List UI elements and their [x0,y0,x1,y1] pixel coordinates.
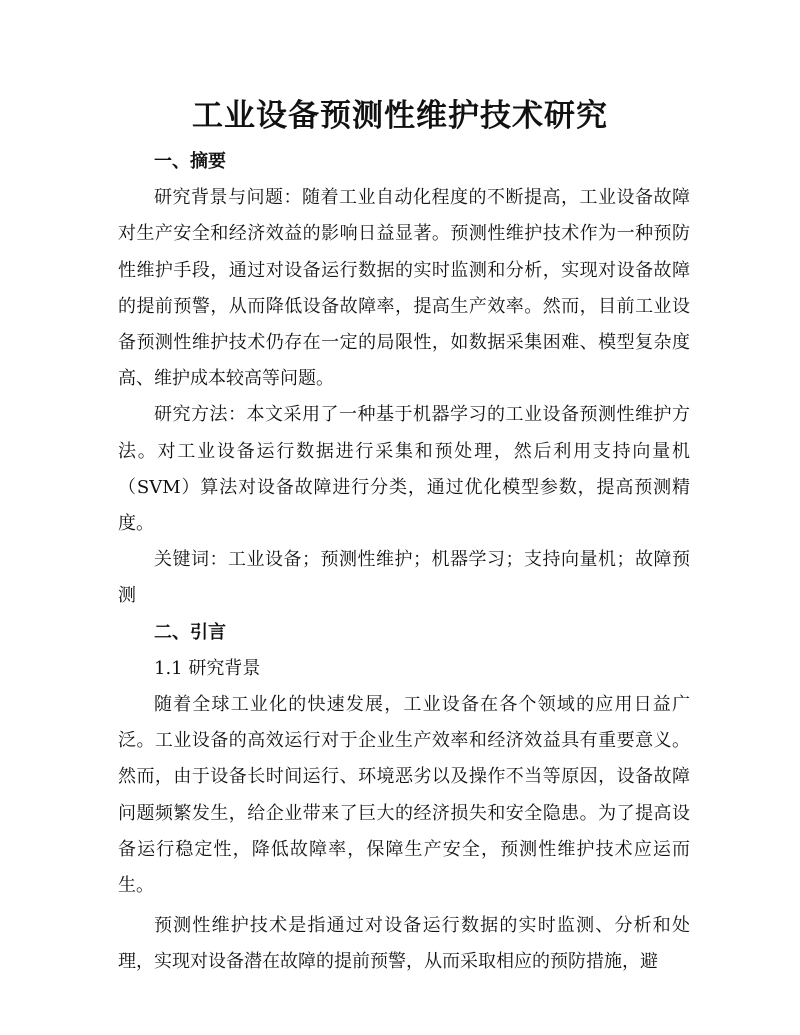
introduction-paragraph-2: 预测性维护技术是指通过对设备运行数据的实时监测、分析和处理，实现对设备潜在故障的提前预警，从而采取相应的预防措施，避 [118,915,690,973]
abstract-background-paragraph: 研究背景与问题：随着工业自动化程度的不断提高，工业设备故障对生产安全和经济效益的影响日益显著。预测性维护技术作为一种预防性维护手段，通过对设备运行数据的实时监测和分析，实现对设备故障的提前预警，从而降低设备故障率，提高生产效率。然而，目前工业设备预测性维护技术仍存在一定的局限性，如数据采集困难、模型复杂度高、维护成本较高等问题。 [118,187,690,390]
document-title: 工业设备预测性维护技术研究 [192,98,608,134]
keywords-paragraph: 关键词：工业设备；预测性维护；机器学习；支持向量机；故障预测 [118,549,690,607]
section-heading-abstract: 一、摘要 [154,151,226,172]
section-heading-introduction: 二、引言 [154,621,226,643]
introduction-paragraph-1: 随着全球工业化的快速发展，工业设备在各个领域的应用日益广泛。工业设备的高效运行对于企业生产效率和经济效益具有重要意义。然而，由于设备长时间运行、环境恶劣以及操作不当等原因，设备故障问题频繁发生，给企业带来了巨大的经济损失和安全隐患。为了提高设备运行稳定性，降低故障率，保障生产安全，预测性维护技术应运而生。 [118,694,690,897]
abstract-method-paragraph: 研究方法：本文采用了一种基于机器学习的工业设备预测性维护方法。对工业设备运行数据进行采集和预处理，然后利用支持向量机（SVM）算法对设备故障进行分类，通过优化模型参数，提高预测精度。 [118,404,690,535]
subsection-heading-background: 1.1 研究背景 [154,657,261,679]
document-body [118,144,690,981]
